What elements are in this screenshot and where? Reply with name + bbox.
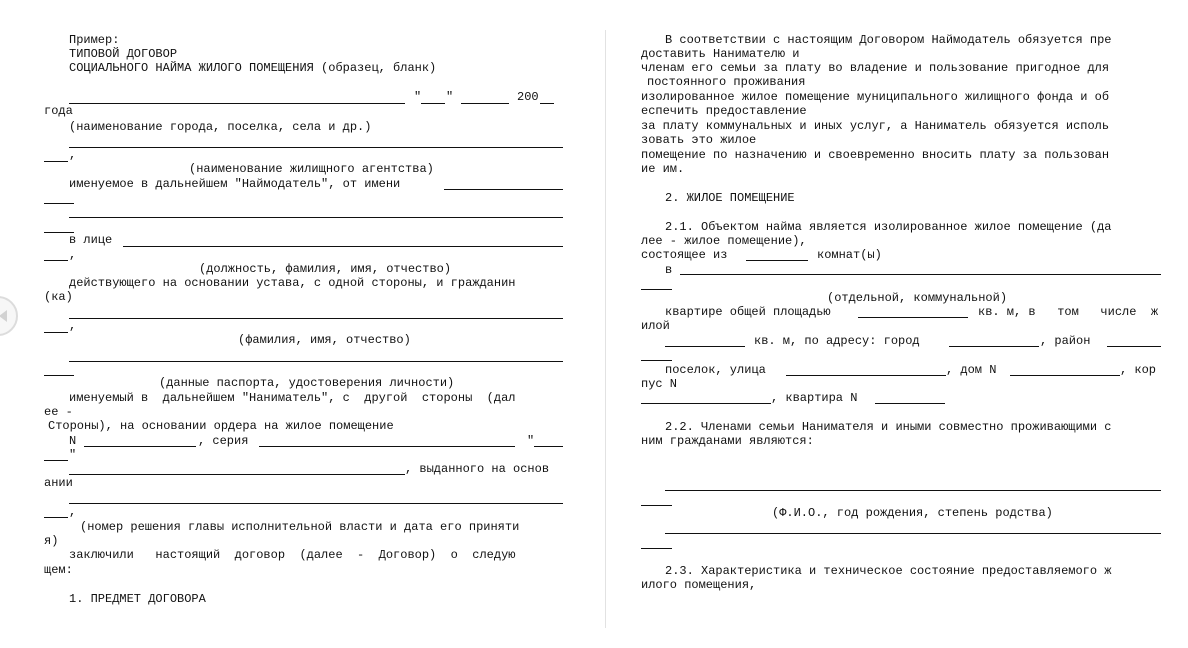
building-label: , кор [1120, 363, 1157, 377]
clause-2-1-line: состоящее из [641, 248, 728, 262]
district-label: , район [1040, 334, 1091, 348]
passport-blank [69, 361, 563, 362]
house-blank [1010, 375, 1120, 376]
paragraph-1-line: В соответствии с настоящим Договором Наймодатель обязуется пре [665, 33, 1112, 47]
family-caption: (Ф.И.О., год рождения, степень родства) [772, 506, 1053, 520]
day-blank [421, 103, 445, 104]
right-page [606, 0, 1188, 648]
paragraph-1-line: постоянного проживания [647, 75, 806, 89]
acting-line-cont: (ка) [44, 290, 73, 304]
landlord-blank-2 [69, 217, 563, 218]
issued-line-cont: ании [44, 476, 73, 490]
apartment-label: , квартира N [771, 391, 858, 405]
address-label: кв. м, по адресу: город [754, 334, 920, 348]
date-quote-close: " [446, 90, 454, 104]
rooms-blank [746, 260, 808, 261]
apartment-blank [875, 403, 945, 404]
section-1-heading: 1. ПРЕДМЕТ ДОГОВОРА [69, 592, 206, 606]
decision-blank-cont [44, 517, 68, 518]
clause-2-1-line: лее - жилое помещение), [641, 234, 807, 248]
in-person-label: в лице [69, 233, 113, 247]
section-2-heading: 2. ЖИЛОЕ ПОМЕЩЕНИЕ [665, 191, 795, 205]
document-subtitle: СОЦИАЛЬНОГО НАЙМА ЖИЛОГО ПОМЕЩЕНИЯ (образец, бланк) [69, 61, 437, 75]
issued-line: , выданного на основ [405, 462, 550, 476]
concluded-line: заключили настоящий договор (далее - Договор) о следую [69, 548, 516, 562]
building-label-cont: пус N [641, 377, 678, 391]
year-suffix: года [44, 104, 73, 118]
district-blank-cont [641, 360, 672, 361]
city-blank [949, 346, 1039, 347]
paragraph-1-line: за плату коммунальных и иных услуг, а Наниматель обязуется исполь [641, 119, 1110, 133]
building-blank [641, 403, 771, 404]
landlord-blank-cont [44, 203, 74, 204]
order-number-blank [84, 446, 196, 447]
living-label: илой [641, 319, 670, 333]
position-caption: (должность, фамилия, имя, отчество) [199, 262, 452, 276]
district-blank [1107, 346, 1161, 347]
comma: , [69, 505, 77, 519]
in-person-blank-cont [44, 260, 68, 261]
passport-blank-cont [44, 375, 74, 376]
apartment-type-caption: (отдельной, коммунальной) [827, 291, 1008, 305]
decision-caption-cont: я) [44, 534, 59, 548]
paragraph-1-line: зовать это жилое [641, 133, 757, 147]
agency-caption: (наименование жилищного агентства) [189, 162, 434, 176]
tenant-line: именуемый в дальнейшем "Наниматель", с другой стороны (дал [69, 391, 516, 405]
paragraph-1-line: помещение по назначению и своевременно вносить плату за пользован [641, 148, 1110, 162]
family-members-blank [665, 490, 1161, 491]
decision-caption: (номер решения главы исполнительной власти и дата его приняти [80, 520, 520, 534]
family-members-blank-2-cont [641, 548, 672, 549]
in-person-blank [123, 246, 563, 247]
agency-blank-cont [44, 161, 68, 162]
order-number-label: N [69, 434, 77, 448]
passport-caption: (данные паспорта, удостоверения личности) [159, 376, 455, 390]
order-day-blank-cont [44, 460, 68, 461]
example-label: Пример: [69, 33, 120, 47]
paragraph-1-line: доставить Нанимателю и [641, 47, 800, 61]
order-series-label: , серия [198, 434, 249, 448]
agency-blank [69, 147, 563, 148]
comma: , [69, 148, 77, 162]
comma: , [69, 248, 77, 262]
house-label: , дом N [946, 363, 997, 377]
total-area-label: квартире общей площадью [665, 305, 831, 319]
apartment-type-blank [680, 274, 1161, 275]
clause-2-3-line: 2.3. Характеристика и техническое состояние предоставляемого ж [665, 564, 1112, 578]
family-members-blank-cont [641, 505, 672, 506]
rooms-label: комнат(ы) [817, 248, 882, 262]
street-label: поселок, улица [665, 363, 766, 377]
year-blank [540, 103, 554, 104]
parties-line: Стороны), на основании ордера на жилое помещение [48, 419, 394, 433]
paragraph-1-line: еспечить предоставление [641, 104, 807, 118]
landlord-blank [444, 189, 563, 190]
citizen-blank-cont [44, 332, 68, 333]
tenant-line-cont: ее - [44, 405, 73, 419]
clause-2-3-line: илого помещения, [641, 578, 757, 592]
concluded-line-cont: щем: [44, 563, 73, 577]
paragraph-1-line: ие им. [641, 162, 685, 176]
comma: , [69, 319, 77, 333]
in-label: в [665, 263, 673, 277]
order-series-blank [259, 446, 515, 447]
decision-blank [69, 503, 563, 504]
month-blank [461, 103, 509, 104]
order-quote-open: " [527, 434, 535, 448]
paragraph-1-line: изолированное жилое помещение муниципального жилищного фонда и об [641, 90, 1110, 104]
paragraph-1-line: членам его семьи за плату во владение и пользование пригодное для [641, 61, 1110, 75]
total-area-blank [858, 317, 968, 318]
order-quote-close: " [69, 448, 77, 462]
issued-by-blank [69, 474, 405, 475]
clause-2-2-line: ним гражданами являются: [641, 434, 814, 448]
acting-line: действующего на основании устава, с одной стороны, и гражданин [69, 276, 516, 290]
order-day-blank [534, 446, 563, 447]
document-title: ТИПОВОЙ ДОГОВОР [69, 47, 178, 61]
clause-2-1-line: 2.1. Объектом найма является изолированное жилое помещение (да [665, 220, 1112, 234]
total-area-unit: кв. м, в том числе ж [978, 305, 1159, 319]
city-caption: (наименование города, поселка, села и др.) [69, 120, 372, 134]
clause-2-2-line: 2.2. Членами семьи Нанимателя и иными совместно проживающими с [665, 420, 1112, 434]
citizen-blank [69, 318, 563, 319]
date-year: 200 [517, 90, 539, 104]
living-area-blank [665, 346, 745, 347]
street-blank [786, 375, 946, 376]
family-members-blank-2 [665, 533, 1161, 534]
date-quote-open: " [414, 90, 422, 104]
landlord-line: именуемое в дальнейшем "Наймодатель", от имени [69, 177, 401, 191]
city-blank [69, 103, 405, 104]
apartment-type-blank-cont [641, 289, 672, 290]
fio-caption: (фамилия, имя, отчество) [238, 333, 411, 347]
